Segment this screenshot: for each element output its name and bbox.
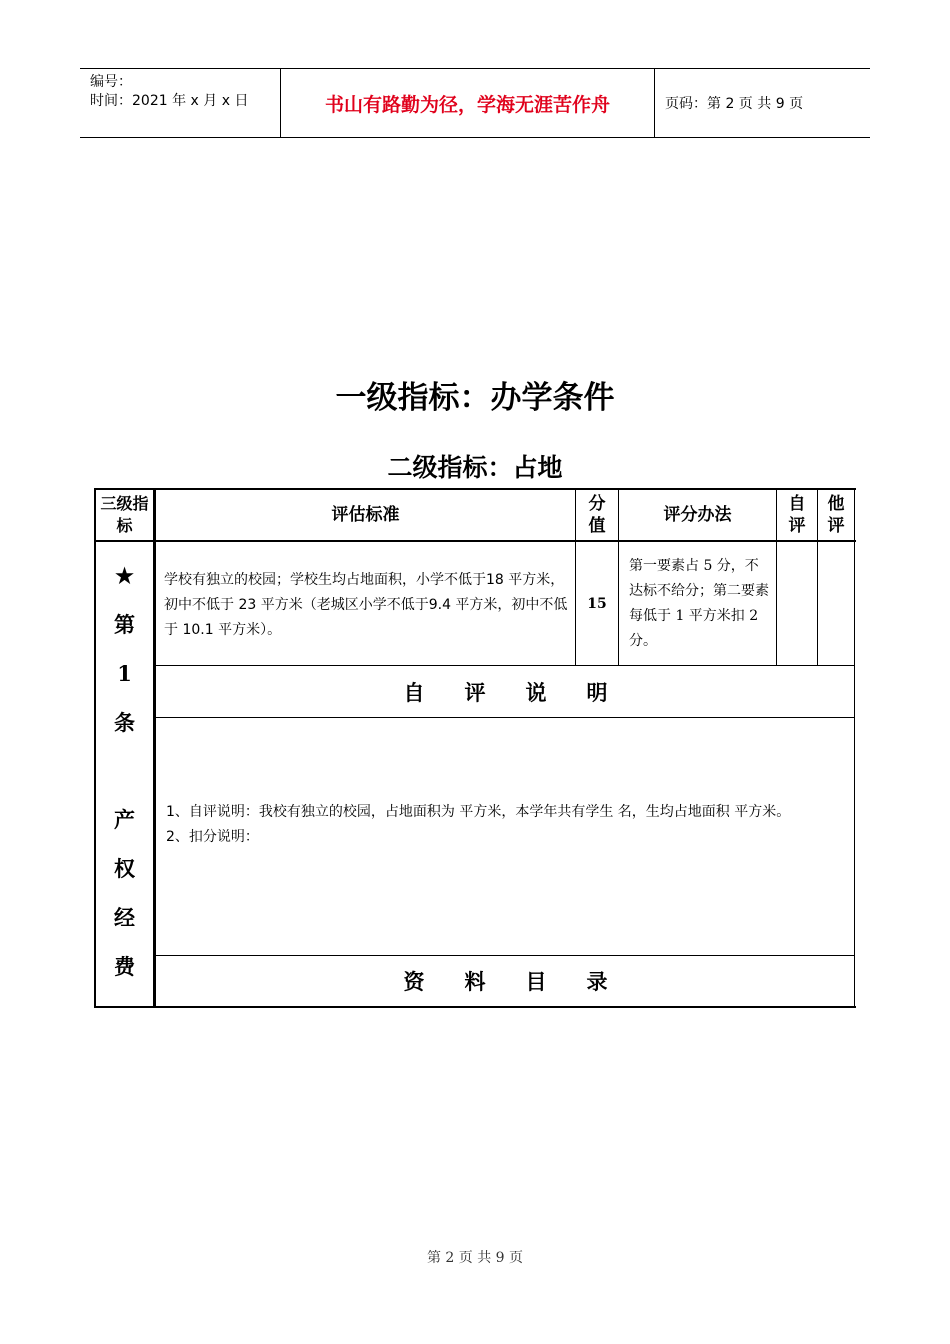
page-header [80, 68, 870, 138]
item-char-1: 第 [114, 611, 135, 637]
explanation-line-2: 2、扣分说明： [166, 829, 259, 845]
star-icon: ★ [115, 563, 134, 588]
header-score: 分值 [588, 494, 606, 536]
materials-heading: 资 料 目 录 [403, 970, 608, 994]
item-char-3: 条 [114, 709, 135, 735]
item-char-5: 产 [114, 807, 135, 833]
number-label: 编号： [90, 74, 132, 90]
method-text: 第一要素占 5 分，不达标不给分；第二要素每低于 1 平方米扣 2 分。 [629, 558, 769, 649]
criteria-text: 学校有独立的校园；学校生均占地面积，小学不低于18 平方米，初中不低于 23 平方米（老城区小学不低于9.4 平方米，初中不低于 10.1 平方米）。 [164, 572, 568, 638]
item-char-6: 权 [114, 856, 135, 882]
self-eval-cell[interactable] [777, 542, 817, 665]
page-footer: 第 2 页 共 9 页 [426, 1250, 524, 1266]
item-char-2: 1 [117, 660, 132, 686]
level1-title: 一级指标：办学条件 [335, 380, 615, 416]
header-meta [80, 69, 281, 137]
explanation-line-1: 1、自评说明：我校有独立的校园，占地面积为 平方米，本学年共有学生 名，生均占地面积 平方米。 [166, 804, 791, 820]
item-char-7: 经 [114, 905, 135, 931]
header-method: 评分办法 [663, 505, 732, 525]
level2-title: 二级指标：占地 [387, 453, 563, 482]
peer-eval-cell[interactable] [818, 542, 854, 665]
header-self-eval: 自评 [788, 494, 806, 536]
header-level3-indicator: 三级指标 [100, 494, 149, 535]
item-column [96, 558, 153, 998]
header-peer-eval: 他评 [827, 494, 845, 536]
header-criteria: 评估标准 [331, 505, 400, 525]
self-eval-explanation[interactable] [156, 800, 855, 955]
item-char-8: 费 [114, 954, 135, 980]
score-value: 15 [587, 595, 607, 612]
evaluation-table [94, 488, 856, 1008]
self-eval-heading: 自 评 说 明 [403, 680, 608, 705]
header-motto: 书山有路勤为径，学海无涯苦作舟 [281, 69, 655, 137]
header-page-info: 页码：第 2 页 共 9 页 [665, 96, 804, 112]
date-label: 时间：2021 年 x 月 x 日 [90, 93, 249, 109]
